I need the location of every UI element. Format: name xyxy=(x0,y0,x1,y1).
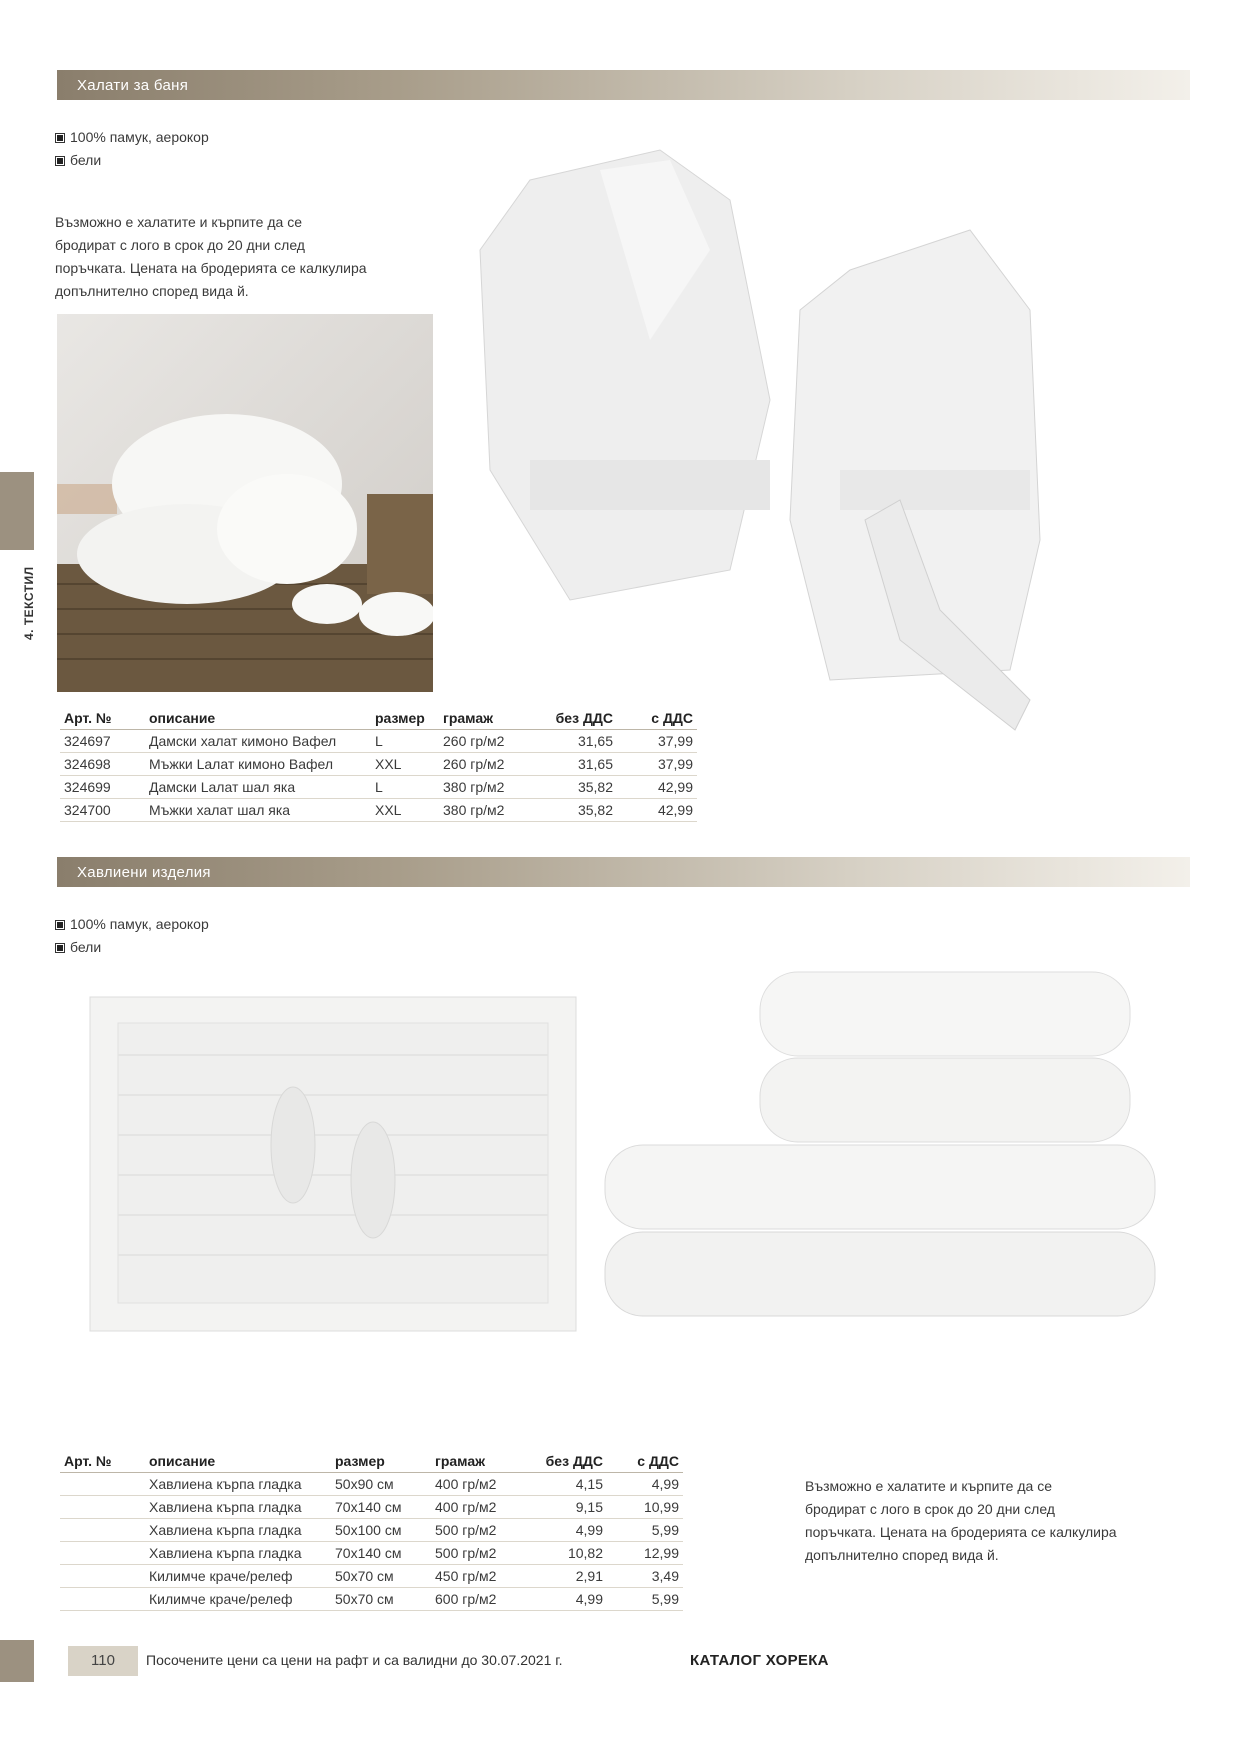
table-row: 324697 Дамски халат кимоно Вафел L 260 гр/м2 31,65 37,99 xyxy=(60,730,697,753)
towels-section-title: Хавлиени изделия xyxy=(77,864,211,881)
price-validity-note: Посочените цени са цени на рафт и са валидни до 30.07.2021 г. xyxy=(146,1652,563,1668)
table-header-row: Арт. № описание размер грамаж без ДДС с ДДС xyxy=(60,707,697,730)
table-row: Килимче краче/релеф 50х70 см 600 гр/м2 4,99 5,99 xyxy=(60,1588,683,1611)
side-tab-marker xyxy=(0,472,34,550)
bullet-square-icon xyxy=(55,943,65,953)
towel-stack-photo xyxy=(600,970,1160,1320)
table-row: Хавлиена кърпа гладка 50х90 см 400 гр/м2 4,15 4,99 xyxy=(60,1473,683,1496)
bathrobes-section-header xyxy=(57,70,1190,100)
table-row: 324698 Мъжки Lалат кимоно Вафел XXL 260 гр/м2 31,65 37,99 xyxy=(60,753,697,776)
table-header-row: Арт. № описание размер грамаж без ДДС с ДДС xyxy=(60,1450,683,1473)
table-row: Хавлиена кърпа гладка 70х140 см 500 гр/м2 10,82 12,99 xyxy=(60,1542,683,1565)
table-row: Хавлиена кърпа гладка 50х100 см 500 гр/м2 4,99 5,99 xyxy=(60,1519,683,1542)
bath-mat-photo xyxy=(88,995,580,1335)
towels-section-header xyxy=(57,857,1190,887)
footer-tab-marker xyxy=(0,1640,34,1682)
bullet-square-icon xyxy=(55,133,65,143)
catalog-title: КАТАЛОГ ХОРЕКА xyxy=(690,1652,829,1669)
bullet-square-icon xyxy=(55,920,65,930)
robes-basket-photo xyxy=(57,314,433,692)
table-row: Килимче краче/релеф 50х70 см 450 гр/м2 2,91 3,49 xyxy=(60,1565,683,1588)
bathrobes-photo xyxy=(470,140,1160,790)
towels-bullets xyxy=(55,913,209,959)
table-row: 324700 Мъжки халат шал яка XXL 380 гр/м2 35,82 42,99 xyxy=(60,799,697,822)
bullet-item: 100% памук, аерокор xyxy=(55,913,209,936)
section-side-label: 4. ТЕКСТИЛ xyxy=(22,566,36,640)
towels-price-table xyxy=(60,1450,683,1611)
bullet-item: бели xyxy=(55,149,209,172)
bathrobes-section-title: Халати за баня xyxy=(77,77,189,94)
table-row: Хавлиена кърпа гладка 70х140 см 400 гр/м2 9,15 10,99 xyxy=(60,1496,683,1519)
bullet-item: 100% памук, аерокор xyxy=(55,126,209,149)
bullet-square-icon xyxy=(55,156,65,166)
bathrobes-price-table xyxy=(60,707,697,822)
bathrobes-bullets xyxy=(55,126,209,172)
embroidery-note-towels: Възможно е халатите и кърпите да се бродират с лого в срок до 20 дни след поръчката. Цената на бродерията се калкулира допълнително според вида й. xyxy=(805,1478,1117,1563)
bullet-item: бели xyxy=(55,936,209,959)
embroidery-note: Възможно е халатите и кърпите да се бродират с лого в срок до 20 дни след поръчката. Цената на бродерията се калкулира допълнително според вида й. xyxy=(55,214,367,299)
table-row: 324699 Дамски Lалат шал яка L 380 гр/м2 35,82 42,99 xyxy=(60,776,697,799)
page-number: 110 xyxy=(68,1646,138,1676)
